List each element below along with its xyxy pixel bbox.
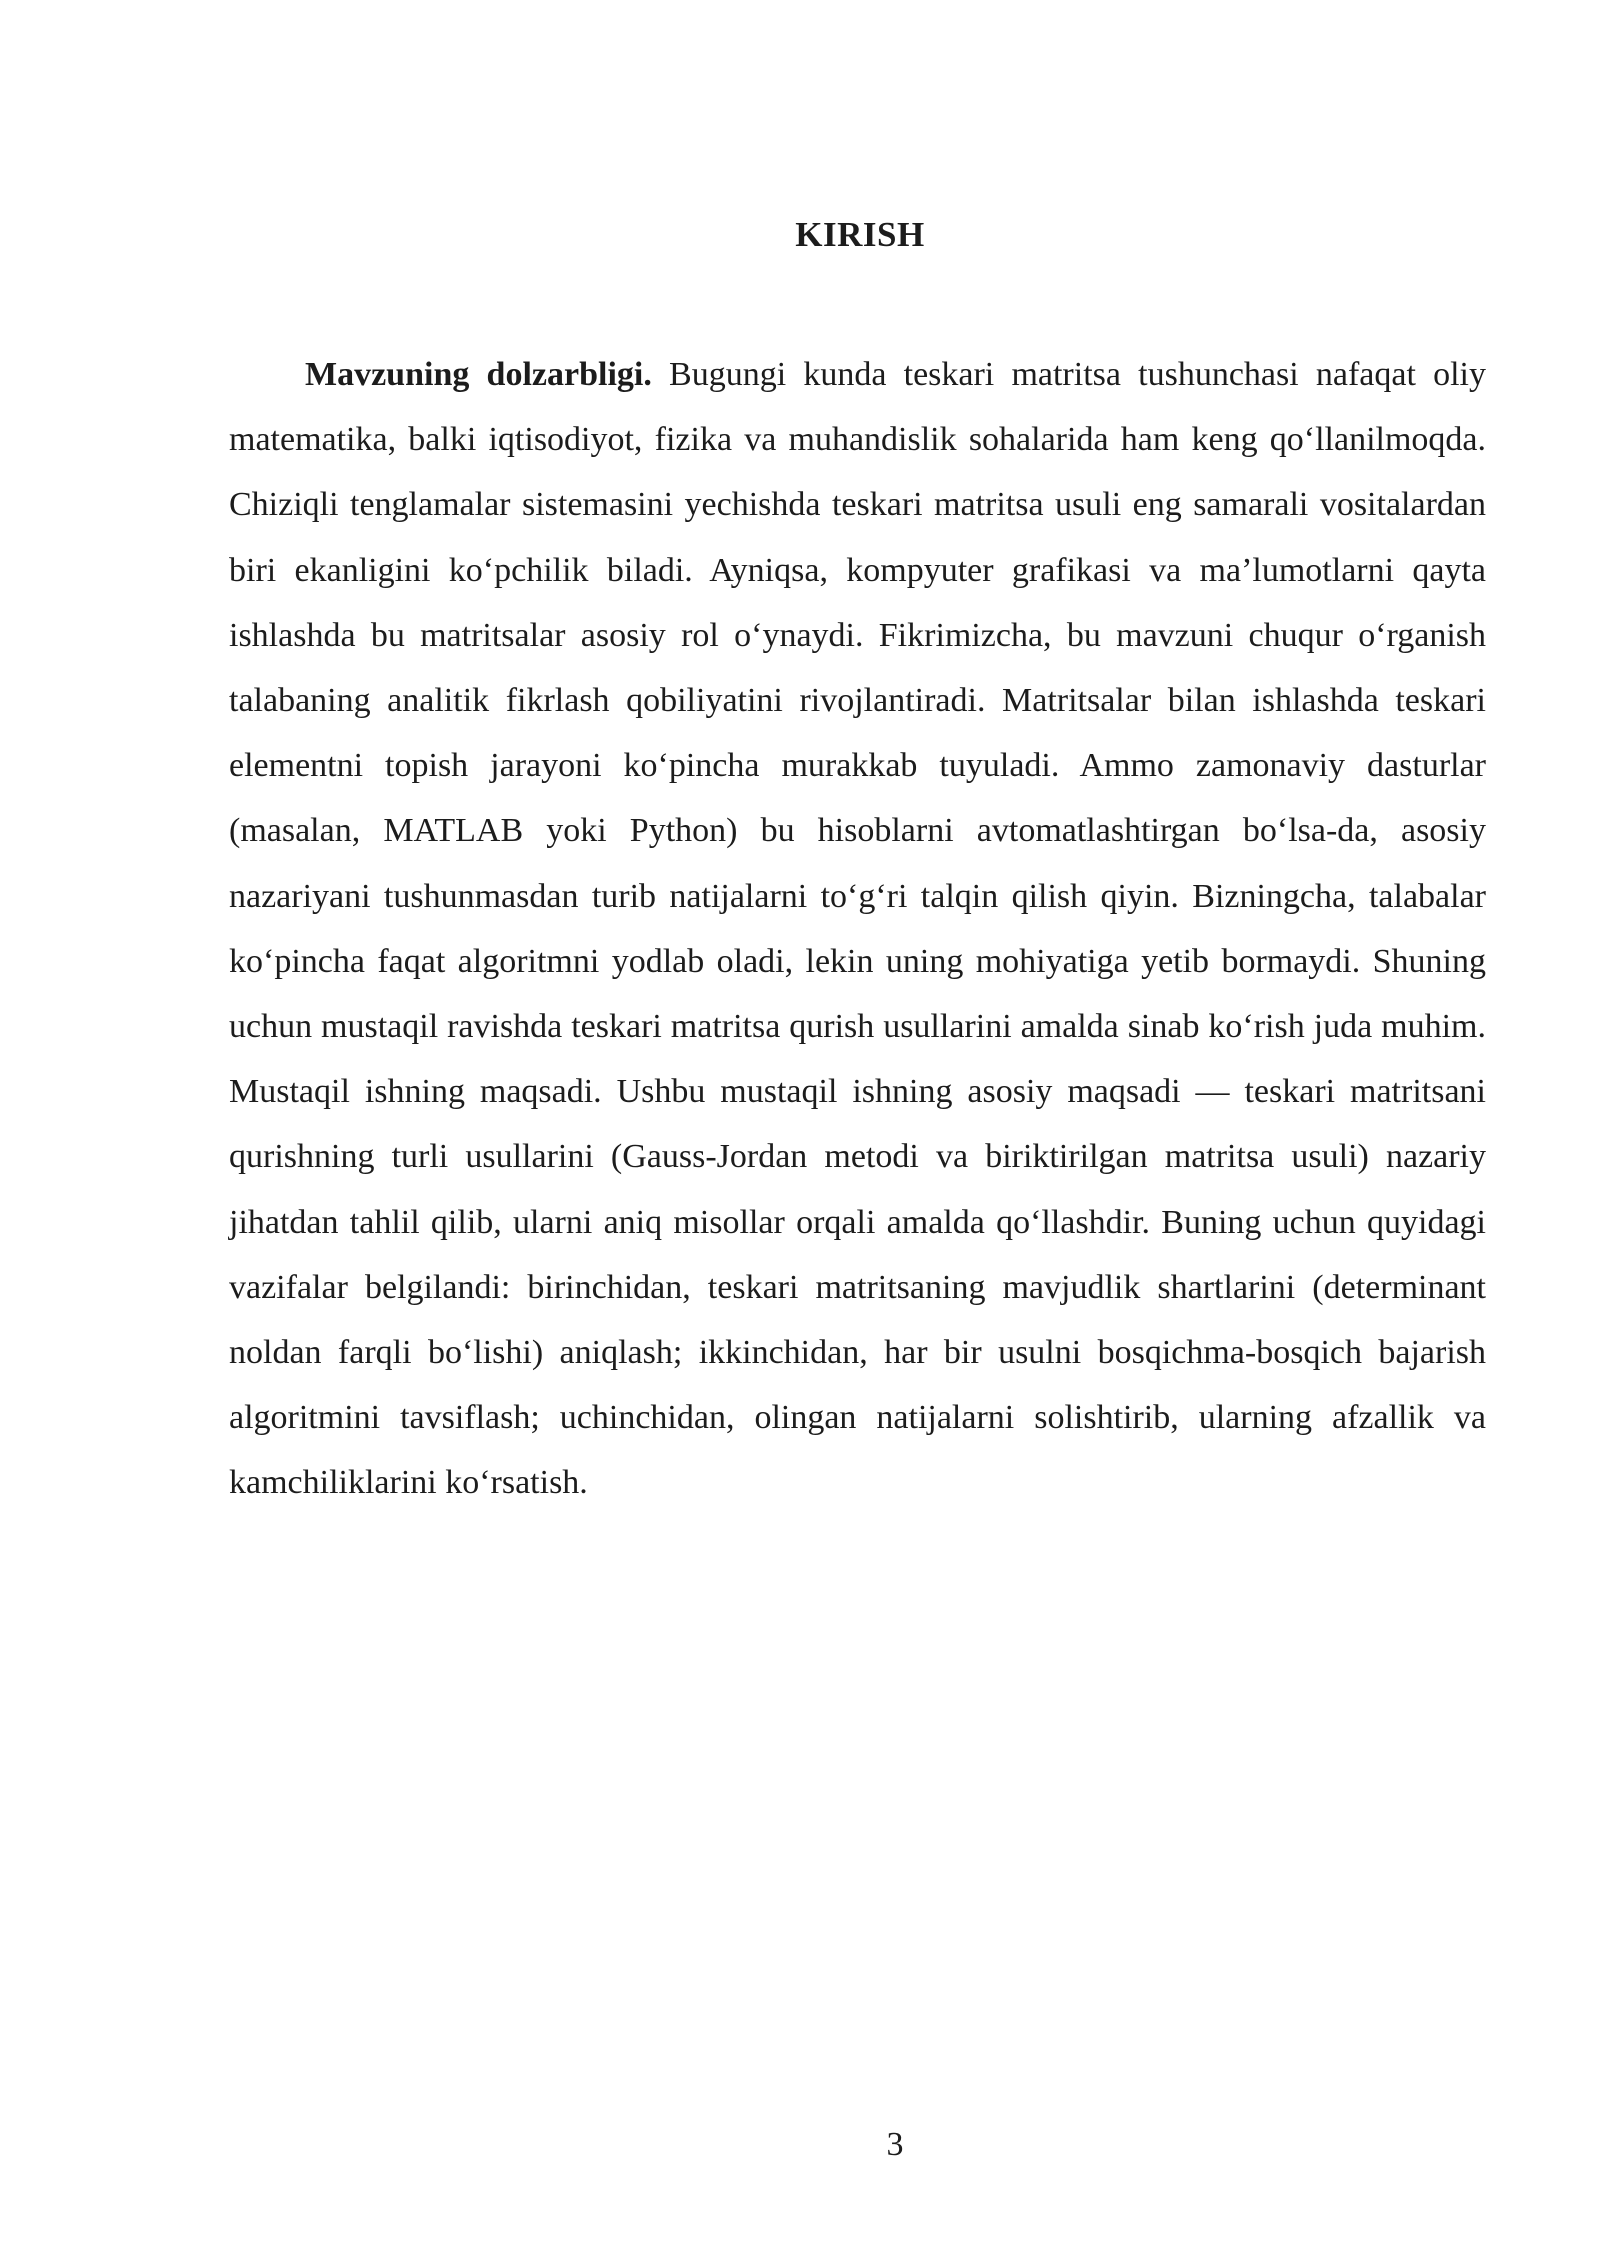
body-paragraph (229, 342, 1486, 1516)
section-heading: KIRISH (795, 215, 925, 254)
paragraph-lead: Mavzuning dolzarbligi. (305, 356, 652, 393)
paragraph-text: Bugungi kunda teskari matritsa tushunchasi nafaqat oliy matematika, balki iqtisodiyot, fizika va muhandislik sohalarida ham keng qo‘llanilmoqda. Chiziqli tenglamalar sistemasini yechishda teskari matritsa usuli eng samarali vositalardan biri ekanligini ko‘pchilik biladi. Ayniqsa, kompyuter grafikasi va ma’lumotlarni qayta ishlashda bu matritsalar asosiy rol o‘ynaydi. Fikrimizcha, bu mavzuni chuqur o‘rganish talabaning analitik fikrlash qobiliyatini rivojlantiradi. Matritsalar bilan ishlashda teskari elementni topish jarayoni ko‘pincha murakkab tuyuladi. Ammo zamonaviy dasturlar (masalan, MATLAB yoki Python) bu hisoblarni avtomatlashtirgan bo‘lsa-da, asosiy nazariyani tushunmasdan turib natijalarni to‘g‘ri talqin qilish qiyin. Bizningcha, talabalar ko‘pincha faqat algoritmni yodlab oladi, lekin uning mohiyatiga yetib bormaydi. Shuning uchun mustaqil ravishda teskari matritsa qurish usullarini amalda sinab ko‘rish juda muhim. Mustaqil ishning maqsadi. Ushbu mustaqil ishning asosiy maqsadi — teskari matritsani qurishning turli usullarini (Gauss-Jordan metodi va biriktirilgan matritsa usuli) nazariy jihatdan tahlil qilib, ularni aniq misollar orqali amalda qo‘llashdir. Buning uchun quyidagi vazifalar belgilandi: birinchidan, teskari matritsaning mavjudlik shartlarini (determinant noldan farqli bo‘lishi) aniqlash; ikkinchidan, har bir usulni bosqichma-bosqich bajarish algoritmini tavsiflash; uchinchidan, olingan natijalarni solishtirib, ularning afzallik va kamchiliklarini ko‘rsatish. (229, 356, 1487, 1502)
page-number: 3 (886, 2126, 904, 2163)
